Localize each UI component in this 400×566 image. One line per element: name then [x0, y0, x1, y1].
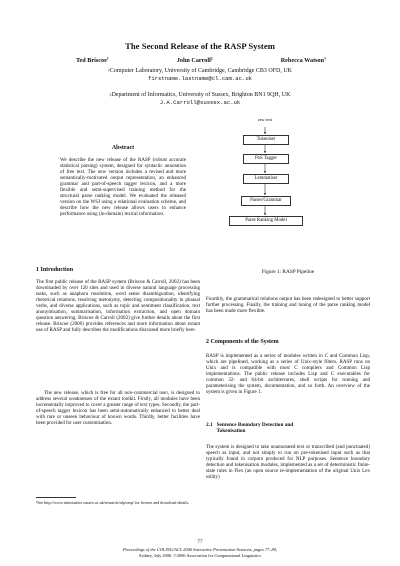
affiliation-cambridge: †Computer Laboratory, University of Cambridge, Cambridge CB3 OFD, UK firstname.lastname@cl.cam.ac.uk [0, 68, 400, 83]
body-paragraph: The system is designed to take unannotated text or transcribed (and punctuated) speech as input, and not simply to run on pre-tokenised input such as that typically found in corpora produced for NLP purposes. Sentence boundary detection and tokenisation modules, implemented as a set of deterministic finite-state rules in Flex (an open source re-implementation of the original Unix Lex utility) [206, 444, 370, 481]
pipeline-box-parse-ranking: Parse Ranking Model [229, 216, 303, 226]
email: J.A.Carroll@sussex.ac.uk [159, 99, 241, 107]
figure-caption: Figure 1: RASP Pipeline [261, 269, 315, 275]
pipeline-box-parser: Parser/Grammar [241, 196, 291, 206]
proceedings-footer: Proceedings of the COLING/ACL 2006 Interactive Presentation Sessions, pages 77–80, Sydney, July 2006. ©2006 Association for Computational Linguistics [122, 547, 278, 558]
affiliation-sussex: ‡Department of Informatics, University of Sussex, Brighton BN1 9QH, UK J.A.Carroll@sussex.ac.uk [0, 92, 400, 107]
pipeline-box-tokeniser: Tokeniser [243, 135, 289, 145]
paper-title: The Second Release of the RASP System [125, 41, 275, 51]
author: Rebecca Watson† [280, 57, 326, 64]
body-paragraph: RASP is implemented as a series of modules written in C and Common Lisp, which are pipelined, working as a series of Unix-style filters. RASP runs on Unix and is compatible with most C compilers and Common Lisp implementations. The public release includes Lisp and C executables for common 32- and 64-bit architectures, shell scripts for running and parameterising the system, documentation, and so forth. An overview of the system is given in Figure 1. [206, 353, 370, 396]
page-number: 77 [197, 539, 203, 545]
subsection-heading: 2.1 Sentence Boundary Detection and Tokenisation [206, 422, 294, 435]
abstract-text: We describe the new release of the RASP (robust accurate statistical parsing) system, designed for syntactic annotation of free text. The new version includes a revised and more semantically-motivated output representation, an enhanced grammar and part-of-speech tagger lexicon, and a more flexible and semi-supervised training method for the structural parse ranking model. We evaluated the released version on the WSJ using a relational evaluation scheme, and describe how the new release allows users to enhance performance using (in-domain) lexical information. [60, 157, 186, 218]
body-paragraph: Fourthly, the grammatical relations output has been redesigned to better support further processing. Finally, the training and tuning of the parse ranking model has been made more flexible. [206, 296, 370, 315]
author: John Carroll‡ [176, 57, 213, 64]
abstract-heading: Abstract [111, 145, 135, 151]
pipeline-box-pos-tagger: PoS Tagger [243, 154, 289, 164]
pipeline-box-lemmatiser: Lemmatiser [243, 174, 289, 184]
pipeline-figure [212, 119, 362, 259]
section-heading-components: 2 Components of the System [206, 339, 279, 345]
footnote: ¹See http://www.informatics.sussex.ac.uk/research/nlp/rasp/ for licence and download details. [36, 500, 190, 505]
footnote-rule [36, 497, 76, 498]
email: firstname.lastname@cl.cam.ac.uk [147, 75, 253, 83]
footnote-marker: 1 [166, 391, 169, 395]
raw-text-label: raw text [252, 117, 278, 123]
section-heading-introduction: 1 Introduction [36, 267, 74, 273]
author: Ted Briscoe† [76, 57, 109, 64]
intro-paragraph: The new release, which is free for all non-commercial use$^1$, is designed to address several weaknesses of the extant toolkit. Firstly, all modules have been incrementally improved to cover a greater range of text types. Secondly, the part-of-speech tagger lexicon has been semi-automatically enhanced to better deal with rare or unseen behaviour of known words. Thirdly, better facilities have been provided for user customisation. [36, 390, 200, 427]
author-list [76, 57, 326, 64]
intro-paragraph: The first public release of the RASP system (Briscoe & Carroll, 2002) has been downloaded by over 120 sites and used in diverse natural language processing tasks, such as anaphora resolution, word sense disambiguation, identifying rhetorical relations, resolving metonymy, detecting compositionality in phrasal verbs, and diverse applications, such as topic and sentiment classification, text anonymisation, summarisation, information extraction, and open domain question answering. Briscoe & Carroll (2002) give further details about the first release. Briscoe (2006) provides references and more information about extant use of RASP and fully describes the modifications discussed more briefly here. [36, 279, 200, 334]
